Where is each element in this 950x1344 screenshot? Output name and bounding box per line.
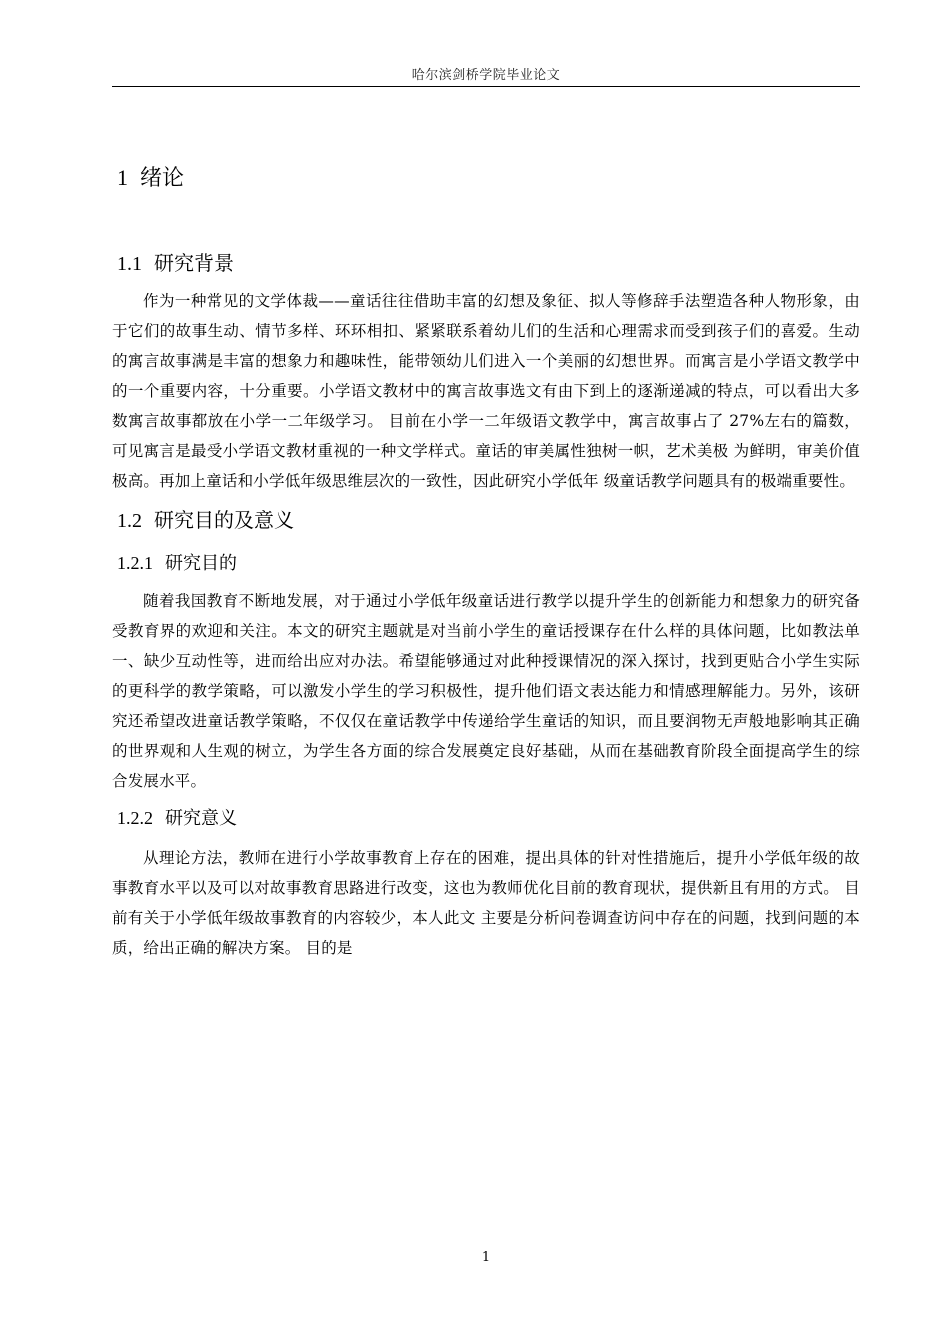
section-heading-purpose-significance xyxy=(112,500,860,541)
section-number: 1.1 xyxy=(117,253,142,275)
section-heading-background xyxy=(112,243,860,284)
subsection-heading-purpose xyxy=(112,545,860,582)
page-number: 1 xyxy=(481,1250,491,1265)
subsection-number: 1.2.1 xyxy=(117,553,153,573)
significance-paragraph: 从理论方法，教师在进行小学故事教育上存在的困难，提出具体的针对性措施后，提升小学低年级的故事教育水平以及可以对故事教育思路进行改变，这也为教师优化目前的教育现状，提供新且有用的方式。 目前有关于小学低年级故事教育的内容较少，本人此文 主要是分析问卷调查访问中存在的问题，找到问题的本质，给出正确的解决方案。 目的是 xyxy=(112,849,860,957)
purpose-paragraph: 随着我国教育不断地发展，对于通过小学低年级童话进行教学以提升学生的创新能力和想象力的研究备受教育界的欢迎和关注。本文的研究主题就是对当前小学生的童话授课存在什么样的具体问题，比如教法单一、缺少互动性等，进而给出应对办法。希望能够通过对此种授课情况的深入探讨，找到更贴合小学生实际的更科学的教学策略，可以激发小学生的学习积极性，提升他们语文表达能力和情感理解能力。另外，该研究还希望改进童话教学策略，不仅仅在童话教学中传递给学生童话的知识，而且要润物无声般地影响其正确的世界观和人生观的树立，为学生各方面的综合发展奠定良好基础，从而在基础教育阶段全面提高学生的综合发展水平。 xyxy=(112,592,860,790)
chapter-title: 绪论 xyxy=(140,166,185,191)
subsection-title: 研究目的 xyxy=(165,553,237,574)
subsection-heading-significance xyxy=(112,800,860,837)
section-title: 研究背景 xyxy=(154,251,234,275)
section-number: 1.2 xyxy=(117,510,142,532)
subsection-title: 研究意义 xyxy=(165,808,237,829)
subsection-number: 1.2.2 xyxy=(117,808,153,828)
section-title: 研究目的及意义 xyxy=(154,508,294,532)
page-header: 哈尔滨剑桥学院毕业论文 xyxy=(411,68,561,83)
background-paragraph: 作为一种常见的文学体裁——童话往往借助丰富的幻想及象征、拟人等修辞手法塑造各种人物形象，由于它们的故事生动、情节多样、环环相扣、紧紧联系着幼儿们的生活和心理需求而受到孩子们的喜爱。生动的寓言故事满是丰富的想象力和趣味性，能带领幼儿们进入一个美丽的幻想世界。而寓言是小学语文教学中的一个重要内容，十分重要。小学语文教材中的寓言故事选文有由下到上的逐渐递减的特点，可以看出大多数寓言故事都放在小学一二年级学习。 目前在小学一二年级语文教学中，寓言故事占了 27%左右的篇数， 可见寓言是最受小学语文教材重视的一种文学样式。童话的审美属性独树一帜，艺术美极 为鲜明，审美价值极高。再加上童话和小学低年级思维层次的一致性，因此研究小学低年 级童话教学问题具有的极端重要性。 xyxy=(112,292,860,490)
chapter-heading xyxy=(112,158,860,199)
chapter-number: 1 xyxy=(117,165,128,190)
header-divider xyxy=(112,86,860,87)
document-body xyxy=(112,158,860,963)
